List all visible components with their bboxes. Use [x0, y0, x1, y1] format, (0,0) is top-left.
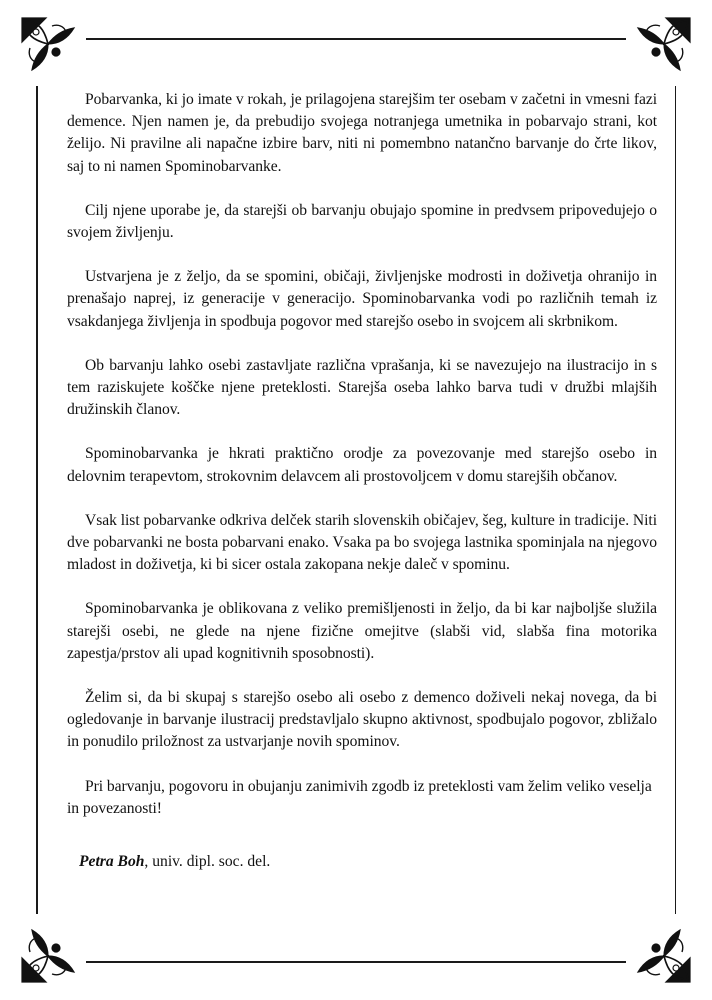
intro-text-body: [67, 89, 657, 842]
paragraph: Spominobarvanka je oblikovana z veliko premišljenosti in željo, da bi kar najboljše služila starejši osebi, ne glede na njene fizične omejitve (slabši vid, slabša fina motorika zapestja/prstov ali upad kognitivnih sposobnosti).: [67, 600, 657, 662]
corner-ornament-icon: [630, 922, 694, 986]
corner-ornament-icon: [630, 14, 694, 78]
author-signature: [79, 851, 270, 873]
paragraph: Pobarvanka, ki jo imate v rokah, je prilagojena starejšim ter osebam v začetni in vmesni fazi demence. Njen namen je, da prebudijo svojega notranjega umetnika in pobarvajo strani, kot želijo. Ni pravilne ali napačne izbire barv, niti ni pomembno natančno barvanje do črte likov, saj to ni namen Spominobarvanke.: [67, 91, 657, 175]
paragraph: Pri barvanju, pogovoru in obujanju zanimivih zgodb iz preteklosti vam želim veliko veselja in povezanosti!: [67, 777, 652, 817]
paragraph: Vsak list pobarvanke odkriva delček starih slovenskih običajev, šeg, kulture in tradicije. Niti dve pobarvanki ne bosta pobarvani enako. Vsaka pa bo svojega lastnika spominjala na njegovo mladost in doživetja, ki bi sicer ostala zakopana nekje daleč v spominu.: [67, 511, 657, 574]
paragraph: Spominobarvanka je hkrati praktično orodje za povezovanje med starejšo osebo in delovnim terapevtom, strokovnim delavcem ali prostovoljcem v domu starejših občanov.: [67, 445, 657, 485]
paragraph: Ob barvanju lahko osebi zastavljate različna vprašanja, ki se navezujejo na ilustracijo in s tem raziskujete koščke njene preteklosti. Starejša oseba lahko barva tudi v družbi mlajših družinskih članov.: [67, 356, 657, 419]
frame-left-line: [36, 86, 38, 914]
frame-bottom-line: [86, 961, 626, 963]
frame-right-line: [675, 86, 677, 914]
paragraph: Ustvarjena je z željo, da se spomini, običaji, življenjske modrosti in doživetja ohranijo in prenašajo naprej, iz generacije v generacijo. Spominobarvanka vodi po različnih temah iz vsakdanjega življenja in spodbuja pogovor med starejšo osebo in svojcem ali skrbnikom.: [67, 268, 657, 330]
frame-top-line: [86, 38, 626, 40]
corner-ornament-icon: [18, 922, 82, 986]
corner-ornament-icon: [18, 14, 82, 78]
author-name: Petra Boh: [79, 853, 145, 870]
paragraph: Cilj njene uporabe je, da starejši ob barvanju obujajo spomine in predvsem pripovedujejo o svojem življenju.: [67, 201, 657, 242]
paragraph: Želim si, da bi skupaj s starejšo osebo ali osebo z demenco doživeli nekaj novega, da bi ogledovanje in barvanje ilustracij predstavljalo skupno aktivnost, spodbujalo pogovor, zbližalo in ponudilo priložnost za ustvarjanje novih spominov.: [67, 689, 657, 751]
author-title: , univ. dipl. soc. del.: [144, 853, 271, 870]
